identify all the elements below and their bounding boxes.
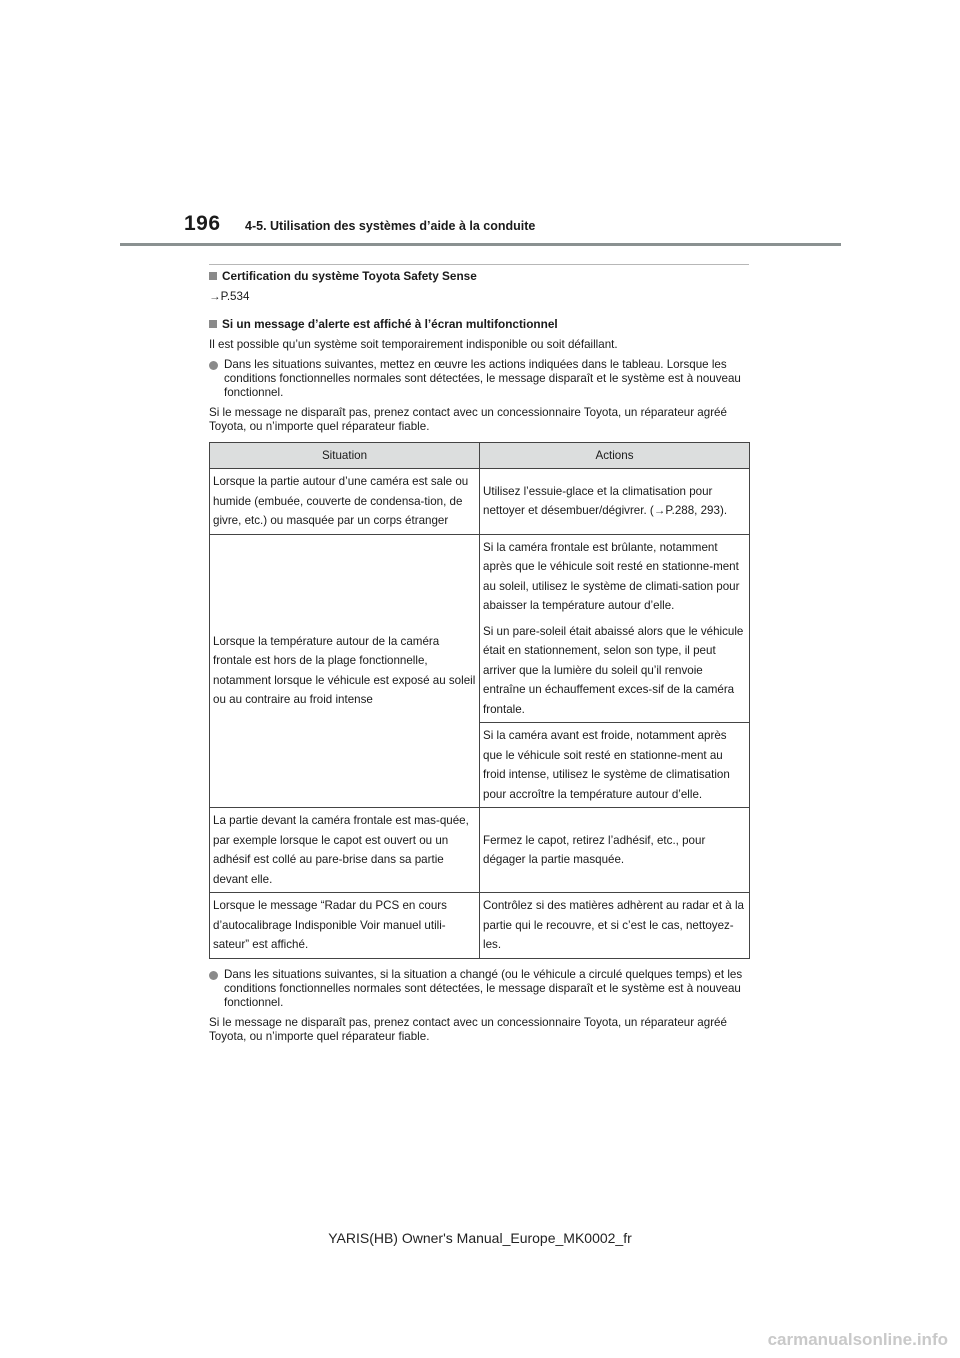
bullet-text: Dans les situations suivantes, mettez en œuvre les actions indiquées dans le tableau. Lorsque les conditions fonctionnelles normales sont détectées, le message disparaît et le système est à nouveau fonctionnel. [224,358,741,399]
action-cell: Fermez le capot, retirez l’adhésif, etc., pour dégager la partie masquée. [480,808,750,893]
action-cell: Utilisez l’essuie-glace et la climatisation pour nettoyer et désembuer/dégivrer. (→P.288, 293). [480,469,750,535]
paragraph-contact: Si le message ne disparaît pas, prenez contact avec un concessionnaire Toyota, un réparateur agréé Toyota, ou n’importe quel réparateur fiable. [209,1015,727,1043]
paragraph-contact: Si le message ne disparaît pas, prenez contact avec un concessionnaire Toyota, un réparateur agréé Toyota, ou n’importe quel réparateur fiable. [209,406,727,433]
square-icon [209,272,217,280]
circle-bullet-icon [209,361,218,370]
situation-cell: Lorsque le message “Radar du PCS en cours d’autocalibrage Indisponible Voir manuel utili-sateur” est affiché. [210,893,480,959]
subheading-text: Si un message d’alerte est affiché à l’écran multifonctionnel [222,317,558,331]
bullet-item [209,358,751,400]
header-divider [120,243,841,246]
situations-table [209,442,750,959]
page-content [209,269,751,1050]
page-reference-link[interactable]: →P.534 [209,290,250,303]
table-row [210,469,750,535]
manual-identifier: YARIS(HB) Owner's Manual_Europe_MK0002_fr [328,1230,632,1246]
situation-cell: Lorsque la partie autour d’une caméra est sale ou humide (embuée, couverte de condensa-tion, de givre, etc.) ou masquée par un corps étranger [210,469,480,535]
subheading-alert [209,317,751,331]
circle-bullet-icon [209,971,218,980]
action-text: Si un pare-soleil était abaissé alors que le véhicule était en stationnement, selon son type, il peut arriver que la lumière du soleil qu’il renvoie entraîne un échauffement exces-sif de la caméra frontale. [483,624,744,716]
table-row [210,808,750,893]
bullet-text: Dans les situations suivantes, si la situation a changé (ou le véhicule a circulé quelques temps) et les conditions fonctionnelles normales sont détectées, le message disparaît et le système est à nouveau fonctionnel. [224,967,743,1009]
column-header-situation: Situation [210,443,480,469]
page-number: 196 [184,212,221,235]
table-header-row [210,443,750,469]
column-header-actions: Actions [480,443,750,469]
action-cell [480,534,750,723]
subheading-text: Certification du système Toyota Safety Sense [222,269,477,283]
square-icon [209,320,217,328]
content-top-divider [209,264,749,265]
paragraph-intro: Il est possible qu’un système soit temporairement indisponible ou soit défaillant. [209,338,618,351]
section-title: 4-5. Utilisation des systèmes d’aide à la conduite [245,219,536,233]
subheading-certification [209,269,751,283]
action-cell: Si la caméra avant est froide, notamment après que le véhicule soit resté en stationne-ment au froid intense, utilisez le système de climatisation pour accroître la température autour d’elle. [480,723,750,808]
action-cell: Contrôlez si des matières adhèrent au radar et à la partie qui le recouvre, et si c’est le cas, nettoyez-les. [480,893,750,959]
situation-cell: Lorsque la température autour de la caméra frontale est hors de la plage fonctionnelle, notamment lorsque le véhicule est exposé au soleil ou au contraire au froid intense [210,534,480,808]
watermark: carmanualsonline.info [767,1330,948,1349]
table-row [210,534,750,723]
table-row [210,893,750,959]
situation-cell: La partie devant la caméra frontale est mas-quée, par exemple lorsque le capot est ouvert ou un adhésif est collé au pare-brise dans sa partie devant elle. [210,808,480,893]
action-text: Si la caméra frontale est brûlante, notamment après que le véhicule soit resté en stationne-ment au soleil, utilisez le système de climati-sation pour abaisser la température autour d’elle. [483,540,740,612]
bullet-item [209,968,751,1010]
